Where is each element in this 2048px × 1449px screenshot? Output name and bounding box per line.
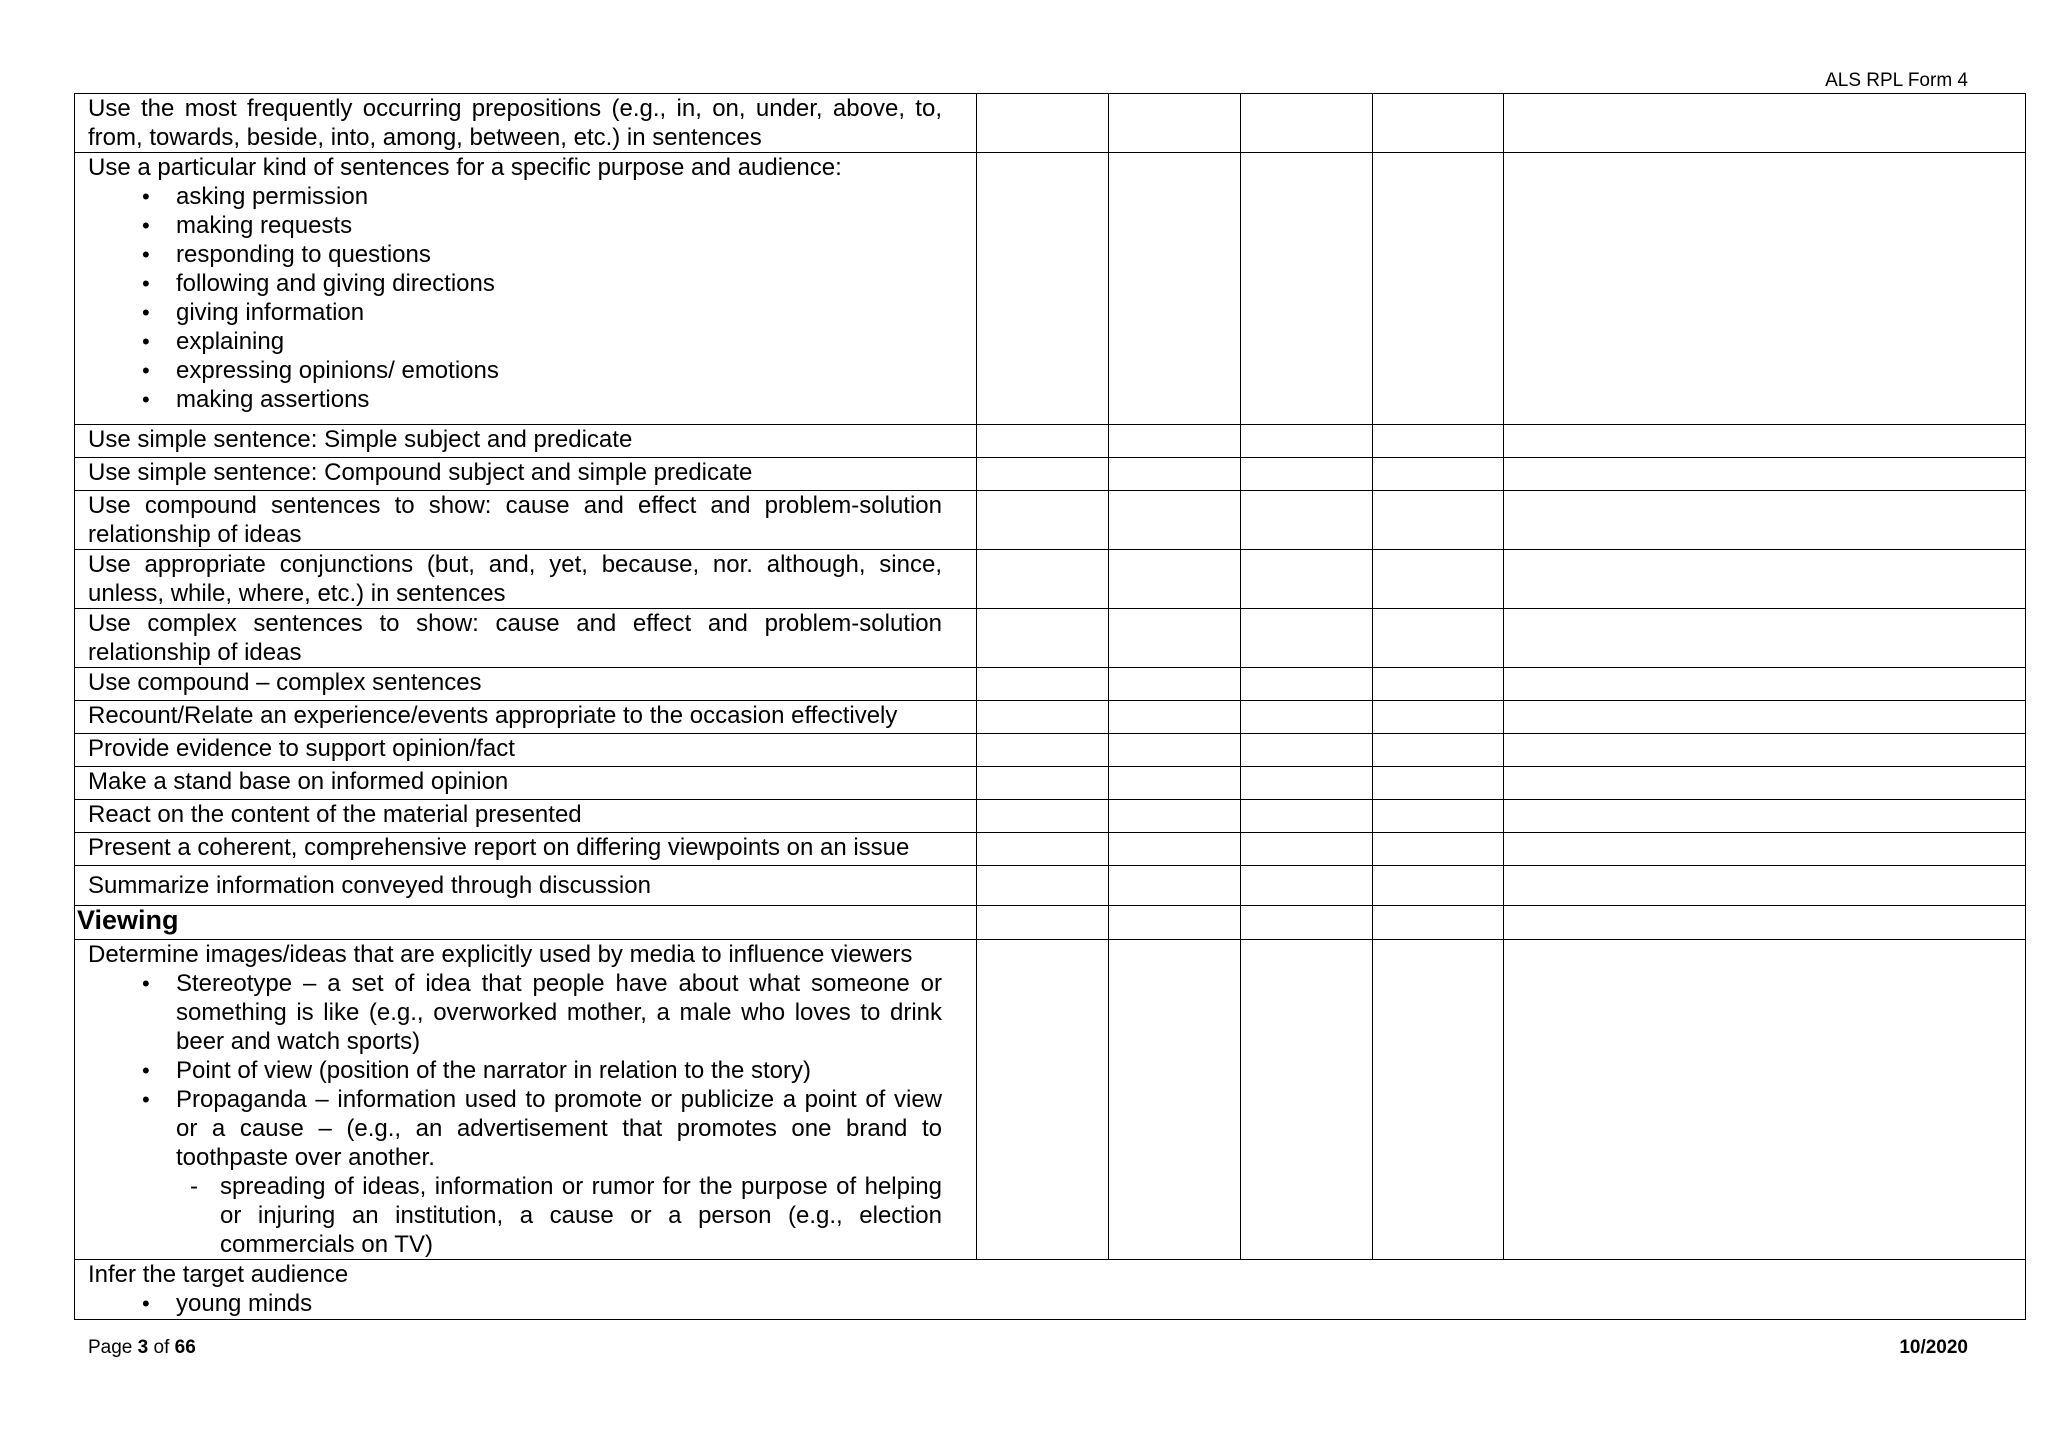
rating-cell[interactable] [1373, 833, 1504, 866]
rating-cell[interactable] [1241, 701, 1373, 734]
page-number [88, 1337, 196, 1359]
page-total: 66 [174, 1337, 196, 1358]
remarks-cell[interactable] [1504, 458, 2026, 491]
rating-cell[interactable] [977, 153, 1109, 425]
bullet-list [88, 182, 976, 414]
remarks-cell[interactable] [1504, 833, 2026, 866]
rating-cell[interactable] [1373, 668, 1504, 701]
rating-cell[interactable] [977, 906, 1109, 940]
page-of: of [153, 1337, 170, 1358]
form-id: ALS RPL Form 4 [1825, 70, 1968, 91]
list-item: • responding to questions [88, 240, 976, 269]
table-row [75, 550, 2026, 609]
rating-cell[interactable] [977, 94, 1109, 153]
remarks-cell[interactable] [1504, 668, 2026, 701]
rating-cell[interactable] [977, 668, 1109, 701]
rating-cell[interactable] [1109, 866, 1241, 906]
rating-cell[interactable] [1109, 550, 1241, 609]
table-row [75, 734, 2026, 767]
table-row [75, 668, 2026, 701]
competency-text: Use appropriate conjunctions (but, and, yet, because, nor. although, since, unless, while, where, etc.) in sentences [75, 550, 977, 609]
competency-text: Use the most frequently occurring prepositions (e.g., in, on, under, above, to, from, towards, beside, into, among, between, etc.) in sentences [75, 94, 977, 153]
competency-cell [75, 153, 977, 425]
competency-text: Use compound – complex sentences [75, 668, 977, 701]
rating-cell[interactable] [1109, 425, 1241, 458]
rating-cell[interactable] [1241, 425, 1373, 458]
assessment-table [74, 93, 2026, 1320]
list-item: • explaining [88, 327, 976, 356]
competency-text: React on the content of the material presented [75, 800, 977, 833]
remarks-cell[interactable] [1504, 940, 2026, 1260]
rating-cell[interactable] [1109, 767, 1241, 800]
remarks-cell[interactable] [1504, 609, 2026, 668]
remarks-cell[interactable] [1504, 866, 2026, 906]
rating-cell[interactable] [1241, 906, 1373, 940]
rating-cell[interactable] [977, 734, 1109, 767]
competency-text: Use simple sentence: Simple subject and predicate [75, 425, 977, 458]
rating-cell[interactable] [1373, 906, 1504, 940]
rating-cell[interactable] [1241, 767, 1373, 800]
bullet-list [88, 1289, 2025, 1318]
page-prefix: Page [88, 1337, 133, 1358]
table-row [75, 153, 2026, 425]
rating-cell[interactable] [1241, 153, 1373, 425]
list-item: • Propaganda – information used to promote or publicize a point of view or a cause – (e.g., an advertisement that promotes one brand to toothpaste over another. [88, 1085, 976, 1172]
rating-cell[interactable] [1373, 425, 1504, 458]
list-item: • Stereotype – a set of idea that people have about what someone or something is like (e.g., overworked mother, a male who loves to drink beer and watch sports) [88, 969, 976, 1056]
rating-cell[interactable] [1109, 906, 1241, 940]
rating-cell[interactable] [1109, 153, 1241, 425]
competency-intro: Determine images/ideas that are explicitly used by media to influence viewers [88, 941, 913, 968]
page-current: 3 [137, 1337, 149, 1358]
remarks-cell[interactable] [1504, 800, 2026, 833]
rating-cell[interactable] [1373, 609, 1504, 668]
rating-cell[interactable] [1373, 940, 1504, 1260]
rating-cell[interactable] [977, 701, 1109, 734]
rating-cell[interactable] [1241, 940, 1373, 1260]
rating-cell[interactable] [1241, 550, 1373, 609]
remarks-cell[interactable] [1504, 491, 2026, 550]
rating-cell[interactable] [977, 425, 1109, 458]
competency-text: Provide evidence to support opinion/fact [75, 734, 977, 767]
rating-cell[interactable] [1241, 800, 1373, 833]
rating-cell[interactable] [977, 767, 1109, 800]
list-item: • making assertions [88, 385, 976, 414]
table-row [75, 491, 2026, 550]
rating-cell[interactable] [1373, 734, 1504, 767]
rating-cell[interactable] [1109, 800, 1241, 833]
rating-cell[interactable] [1109, 491, 1241, 550]
table-row [75, 701, 2026, 734]
rating-cell[interactable] [1241, 458, 1373, 491]
remarks-cell[interactable] [1504, 425, 2026, 458]
rating-cell[interactable] [1241, 609, 1373, 668]
competency-text: Use complex sentences to show: cause and effect and problem-solution relationship of ideas [75, 609, 977, 668]
rating-cell[interactable] [977, 550, 1109, 609]
remarks-cell[interactable] [1504, 906, 2026, 940]
competency-text: Recount/Relate an experience/events appropriate to the occasion effectively [75, 701, 977, 734]
remarks-cell[interactable] [1504, 550, 2026, 609]
table-row [75, 767, 2026, 800]
competency-text: Use compound sentences to show: cause and effect and problem-solution relationship of ideas [75, 491, 977, 550]
competency-intro: Use a particular kind of sentences for a specific purpose and audience: [88, 154, 842, 181]
rating-cell[interactable] [977, 940, 1109, 1260]
rating-cell[interactable] [1109, 94, 1241, 153]
table-row [75, 833, 2026, 866]
competency-intro: Infer the target audience [88, 1261, 349, 1288]
list-item: • expressing opinions/ emotions [88, 356, 976, 385]
rating-cell[interactable] [1241, 668, 1373, 701]
rating-cell[interactable] [1241, 734, 1373, 767]
list-item: • young minds [88, 1289, 2025, 1318]
competency-text: Make a stand base on informed opinion [75, 767, 977, 800]
remarks-cell[interactable] [1504, 734, 2026, 767]
competency-cell [75, 940, 977, 1260]
rating-cell[interactable] [1241, 833, 1373, 866]
bullet-list [88, 969, 976, 1172]
table-row [75, 1260, 2026, 1320]
rating-cell[interactable] [1109, 609, 1241, 668]
rating-cell[interactable] [1109, 940, 1241, 1260]
competency-text: Present a coherent, comprehensive report on differing viewpoints on an issue [75, 833, 977, 866]
form-date: 10/2020 [1899, 1337, 1968, 1358]
list-item: • making requests [88, 211, 976, 240]
table-row [75, 609, 2026, 668]
rating-cell[interactable] [1373, 701, 1504, 734]
rating-cell[interactable] [1241, 94, 1373, 153]
rating-cell[interactable] [1109, 668, 1241, 701]
table-row [75, 94, 2026, 153]
competency-text: Summarize information conveyed through discussion [75, 866, 977, 906]
table-row [75, 866, 2026, 906]
rating-cell[interactable] [1241, 866, 1373, 906]
remarks-cell[interactable] [1504, 701, 2026, 734]
rating-cell[interactable] [977, 866, 1109, 906]
rating-cell[interactable] [1373, 94, 1504, 153]
remarks-cell[interactable] [1504, 767, 2026, 800]
sub-list-text: spreading of ideas, information or rumor for the purpose of helping or injuring an institution, a cause or a person (e.g., election commercials on TV) [220, 1173, 942, 1258]
rating-cell[interactable] [977, 458, 1109, 491]
rating-cell[interactable] [1109, 701, 1241, 734]
section-row [75, 906, 2026, 940]
dash-marker: - [190, 1173, 198, 1200]
rating-cell[interactable] [1373, 153, 1504, 425]
remarks-cell[interactable] [1504, 94, 2026, 153]
table-row [75, 458, 2026, 491]
rating-cell[interactable] [1373, 767, 1504, 800]
sub-list-item [88, 1172, 976, 1259]
rating-cell[interactable] [1373, 458, 1504, 491]
rating-cell[interactable] [1109, 458, 1241, 491]
rating-cell[interactable] [1373, 491, 1504, 550]
rating-cell[interactable] [977, 833, 1109, 866]
remarks-cell[interactable] [1504, 153, 2026, 425]
rating-cell[interactable] [977, 491, 1109, 550]
list-item: • asking permission [88, 182, 976, 211]
table-row [75, 425, 2026, 458]
rating-cell[interactable] [1373, 800, 1504, 833]
rating-cell[interactable] [1109, 734, 1241, 767]
list-item: • following and giving directions [88, 269, 976, 298]
competency-text: Use simple sentence: Compound subject and simple predicate [75, 458, 977, 491]
table-row [75, 800, 2026, 833]
rating-cell[interactable] [1241, 491, 1373, 550]
rating-cell[interactable] [977, 800, 1109, 833]
table-row [75, 940, 2026, 1260]
list-item: • giving information [88, 298, 976, 327]
rating-cell[interactable] [1109, 833, 1241, 866]
rating-cell[interactable] [1373, 866, 1504, 906]
list-item: • Point of view (position of the narrator in relation to the story) [88, 1056, 976, 1085]
rating-cell[interactable] [1373, 550, 1504, 609]
section-heading-viewing: Viewing [75, 906, 977, 940]
competency-cell [75, 1260, 2026, 1320]
rating-cell[interactable] [977, 609, 1109, 668]
